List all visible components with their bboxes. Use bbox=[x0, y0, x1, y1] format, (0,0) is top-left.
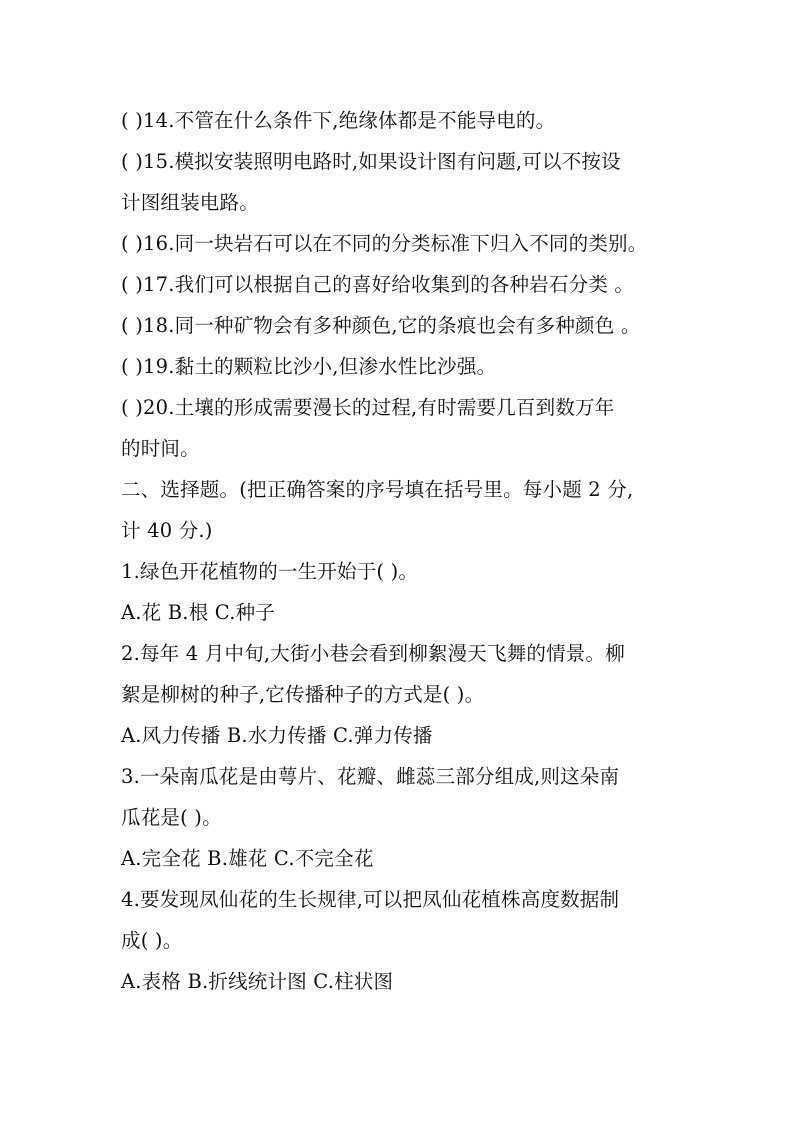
choice-question-1-options: A.花 B.根 C.种子 bbox=[121, 601, 276, 624]
choice-question-3-continued: 瓜花是( )。 bbox=[121, 806, 222, 829]
question-19: ( )19.黏土的颗粒比沙小,但渗水性比沙强。 bbox=[121, 355, 497, 378]
question-18: ( )18.同一种矿物会有多种颜色,它的条痕也会有多种颜色 。 bbox=[121, 314, 641, 337]
question-15-continued: 计图组装电路。 bbox=[121, 191, 259, 214]
section-heading: 二、选择题。(把正确答案的序号填在括号里。每小题 2 分, bbox=[121, 478, 634, 501]
choice-question-4: 4.要发现凤仙花的生长规律,可以把凤仙花植株高度数据制 bbox=[121, 888, 620, 911]
section-heading-continued: 计 40 分.) bbox=[121, 519, 213, 542]
choice-question-4-options: A.表格 B.折线统计图 C.柱状图 bbox=[121, 970, 394, 993]
question-16: ( )16.同一块岩石可以在不同的分类标准下归入不同的类别。 bbox=[121, 232, 648, 255]
choice-question-2-continued: 絮是柳树的种子,它传播种子的方式是( )。 bbox=[121, 683, 485, 706]
choice-question-1: 1.绿色开花植物的一生开始于( )。 bbox=[121, 560, 419, 583]
question-17: ( )17.我们可以根据自己的喜好给收集到的各种岩石分类 。 bbox=[121, 273, 635, 296]
choice-question-3-options: A.完全花 B.雄花 C.不完全花 bbox=[121, 847, 374, 870]
question-14: ( )14.不管在什么条件下,绝缘体都是不能导电的。 bbox=[121, 109, 556, 132]
question-20: ( )20.土壤的形成需要漫长的过程,有时需要几百到数万年 bbox=[121, 396, 615, 419]
question-15: ( )15.模拟安装照明电路时,如果设计图有问题,可以不按设 bbox=[121, 150, 621, 173]
choice-question-3: 3.一朵南瓜花是由萼片、花瓣、雌蕊三部分组成,则这朵南 bbox=[121, 765, 620, 788]
choice-question-2: 2.每年 4 月中旬,大街小巷会看到柳絮漫天飞舞的情景。柳 bbox=[121, 642, 625, 665]
question-20-continued: 的时间。 bbox=[121, 437, 200, 460]
document-body bbox=[121, 100, 681, 1002]
choice-question-4-continued: 成( )。 bbox=[121, 929, 183, 952]
choice-question-2-options: A.风力传播 B.水力传播 C.弹力传播 bbox=[121, 724, 433, 747]
